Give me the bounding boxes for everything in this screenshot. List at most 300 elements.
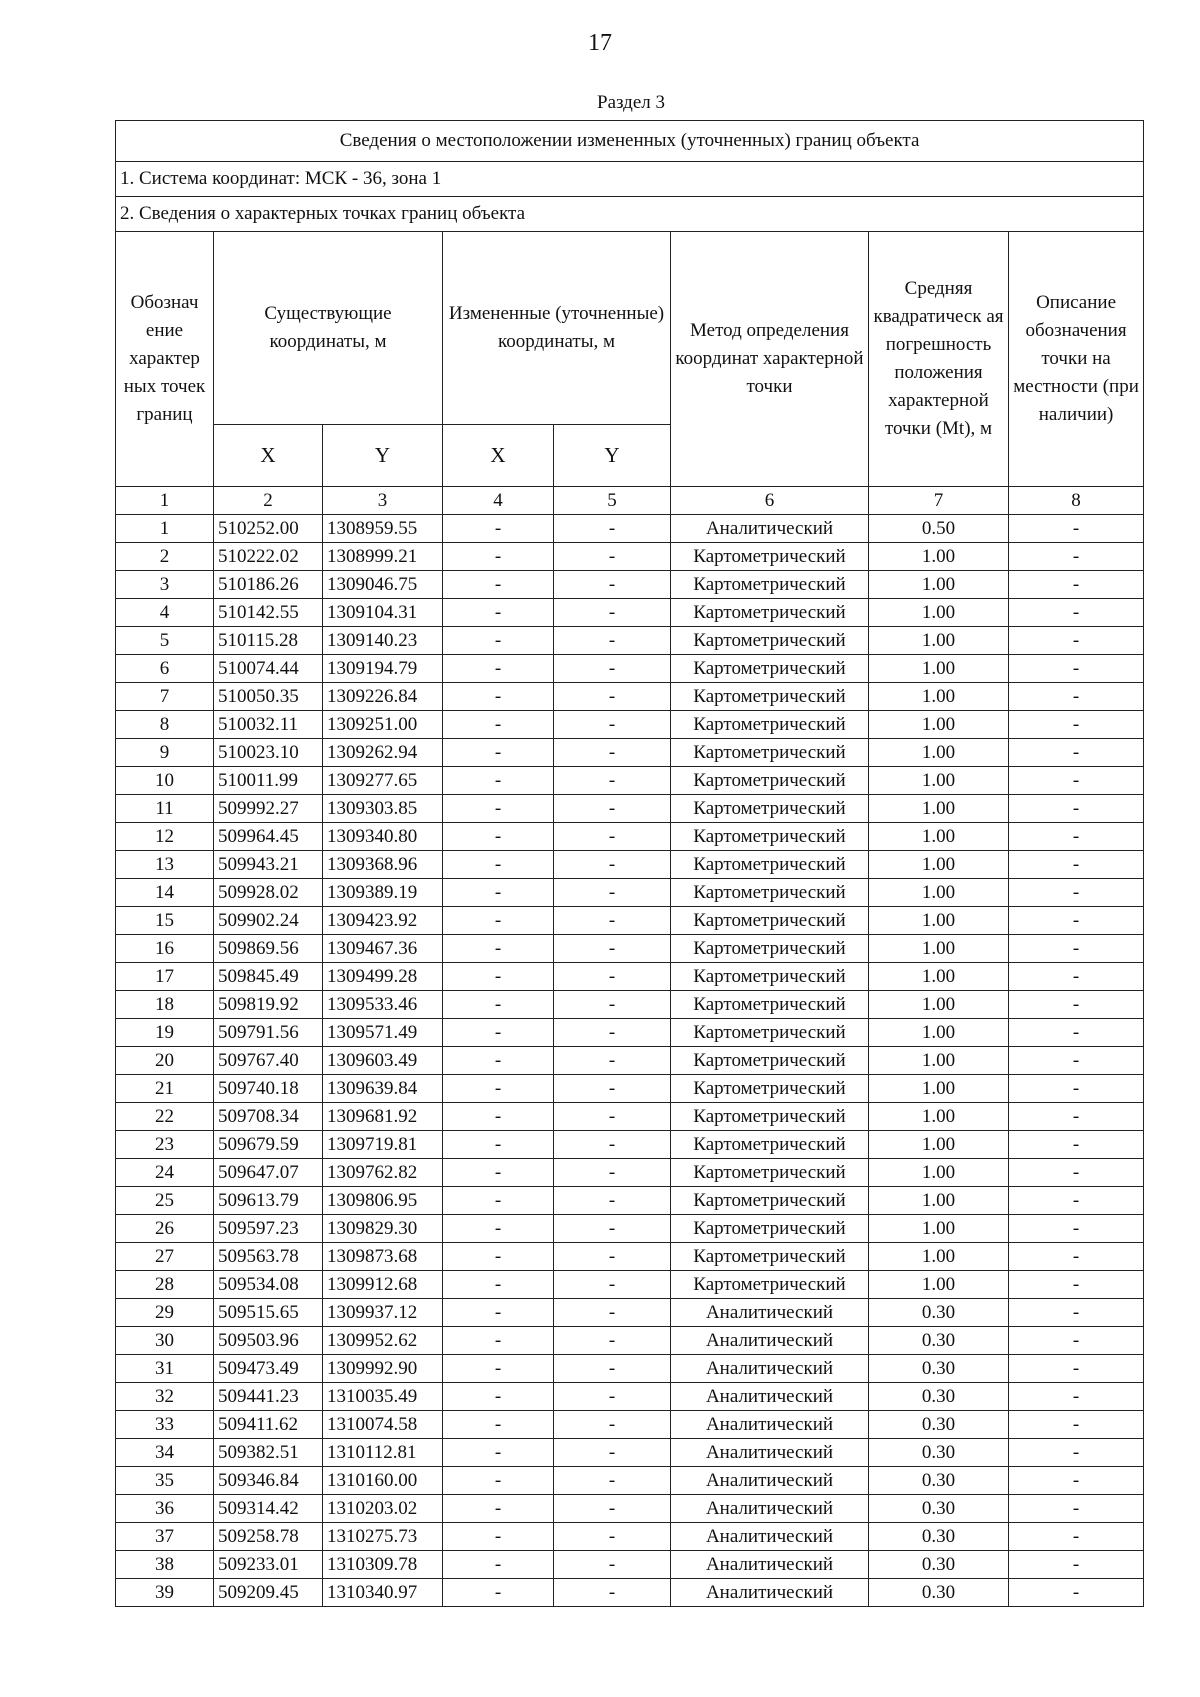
accuracy-cell: 0.30 — [869, 1495, 1009, 1523]
changed-y-cell: - — [554, 1047, 671, 1075]
point-number-cell: 36 — [116, 1495, 214, 1523]
changed-y-cell: - — [554, 1187, 671, 1215]
table-row — [116, 1159, 1144, 1187]
existing-x-cell: 509473.49 — [214, 1355, 323, 1383]
table-row — [116, 767, 1144, 795]
table-row — [116, 879, 1144, 907]
changed-y-cell: - — [554, 627, 671, 655]
point-number-cell: 31 — [116, 1355, 214, 1383]
point-number-cell: 25 — [116, 1187, 214, 1215]
header-changed-x: X — [443, 425, 554, 487]
table-row — [116, 823, 1144, 851]
changed-x-cell: - — [443, 1187, 554, 1215]
point-number-cell: 15 — [116, 907, 214, 935]
changed-y-cell: - — [554, 1299, 671, 1327]
changed-x-cell: - — [443, 739, 554, 767]
changed-x-cell: - — [443, 599, 554, 627]
table-row — [116, 1103, 1144, 1131]
changed-x-cell: - — [443, 571, 554, 599]
changed-y-cell: - — [554, 795, 671, 823]
table-row — [116, 1523, 1144, 1551]
accuracy-cell: 1.00 — [869, 1159, 1009, 1187]
existing-y-cell: 1309104.31 — [323, 599, 443, 627]
changed-y-cell: - — [554, 1019, 671, 1047]
method-cell: Аналитический — [671, 1523, 869, 1551]
changed-x-cell: - — [443, 795, 554, 823]
accuracy-cell: 1.00 — [869, 1019, 1009, 1047]
description-cell: - — [1009, 1271, 1144, 1299]
existing-x-cell: 510074.44 — [214, 655, 323, 683]
table-row — [116, 1215, 1144, 1243]
existing-y-cell: 1309140.23 — [323, 627, 443, 655]
existing-y-cell: 1310340.97 — [323, 1579, 443, 1607]
point-number-cell: 38 — [116, 1551, 214, 1579]
description-cell: - — [1009, 739, 1144, 767]
header-existing-coordinates: Существующие координаты, м — [214, 232, 443, 425]
existing-y-cell: 1309603.49 — [323, 1047, 443, 1075]
changed-x-cell: - — [443, 1271, 554, 1299]
method-cell: Картометрический — [671, 879, 869, 907]
description-cell: - — [1009, 1327, 1144, 1355]
existing-y-cell: 1309368.96 — [323, 851, 443, 879]
changed-y-cell: - — [554, 963, 671, 991]
changed-x-cell: - — [443, 1551, 554, 1579]
table-title: Сведения о местоположении измененных (уточненных) границ объекта — [116, 121, 1144, 162]
existing-x-cell: 510050.35 — [214, 683, 323, 711]
existing-x-cell: 509928.02 — [214, 879, 323, 907]
existing-y-cell: 1309571.49 — [323, 1019, 443, 1047]
table-row — [116, 1495, 1144, 1523]
changed-y-cell: - — [554, 1495, 671, 1523]
point-number-cell: 2 — [116, 543, 214, 571]
changed-x-cell: - — [443, 1075, 554, 1103]
description-cell: - — [1009, 683, 1144, 711]
changed-x-cell: - — [443, 1243, 554, 1271]
table-row — [116, 1271, 1144, 1299]
method-cell: Картометрический — [671, 991, 869, 1019]
changed-y-cell: - — [554, 571, 671, 599]
existing-y-cell: 1309262.94 — [323, 739, 443, 767]
point-number-cell: 17 — [116, 963, 214, 991]
existing-x-cell: 510011.99 — [214, 767, 323, 795]
accuracy-cell: 1.00 — [869, 1131, 1009, 1159]
column-number: 4 — [443, 487, 554, 515]
existing-y-cell: 1309806.95 — [323, 1187, 443, 1215]
existing-x-cell: 509679.59 — [214, 1131, 323, 1159]
changed-y-cell: - — [554, 1327, 671, 1355]
existing-y-cell: 1309277.65 — [323, 767, 443, 795]
header-changed-y: Y — [554, 425, 671, 487]
table-row — [116, 739, 1144, 767]
point-number-cell: 37 — [116, 1523, 214, 1551]
point-number-cell: 8 — [116, 711, 214, 739]
method-cell: Картометрический — [671, 795, 869, 823]
existing-y-cell: 1309762.82 — [323, 1159, 443, 1187]
point-number-cell: 35 — [116, 1467, 214, 1495]
method-cell: Аналитический — [671, 1355, 869, 1383]
existing-x-cell: 509346.84 — [214, 1467, 323, 1495]
existing-x-cell: 509441.23 — [214, 1383, 323, 1411]
accuracy-cell: 1.00 — [869, 739, 1009, 767]
changed-x-cell: - — [443, 991, 554, 1019]
existing-x-cell: 509613.79 — [214, 1187, 323, 1215]
column-number-row — [116, 487, 1144, 515]
table-row — [116, 1075, 1144, 1103]
accuracy-cell: 1.00 — [869, 571, 1009, 599]
boundary-points-table — [115, 120, 1144, 1607]
table-row — [116, 1411, 1144, 1439]
existing-y-cell: 1309499.28 — [323, 963, 443, 991]
existing-y-cell: 1309533.46 — [323, 991, 443, 1019]
accuracy-cell: 1.00 — [869, 991, 1009, 1019]
changed-x-cell: - — [443, 1299, 554, 1327]
table-row — [116, 627, 1144, 655]
accuracy-cell: 1.00 — [869, 907, 1009, 935]
changed-x-cell: - — [443, 627, 554, 655]
description-cell: - — [1009, 795, 1144, 823]
accuracy-cell: 1.00 — [869, 1271, 1009, 1299]
accuracy-cell: 1.00 — [869, 655, 1009, 683]
points-info-line: 2. Сведения о характерных точках границ объекта — [116, 197, 1144, 232]
header-changed-coordinates: Измененные (уточненные) координаты, м — [443, 232, 671, 425]
point-number-cell: 19 — [116, 1019, 214, 1047]
changed-x-cell: - — [443, 1467, 554, 1495]
method-cell: Картометрический — [671, 711, 869, 739]
point-number-cell: 32 — [116, 1383, 214, 1411]
accuracy-cell: 1.00 — [869, 1075, 1009, 1103]
column-number: 2 — [214, 487, 323, 515]
method-cell: Аналитический — [671, 1579, 869, 1607]
point-number-cell: 13 — [116, 851, 214, 879]
changed-y-cell: - — [554, 655, 671, 683]
existing-x-cell: 509819.92 — [214, 991, 323, 1019]
accuracy-cell: 1.00 — [869, 935, 1009, 963]
column-number: 1 — [116, 487, 214, 515]
table-row — [116, 1355, 1144, 1383]
method-cell: Картометрический — [671, 1075, 869, 1103]
changed-y-cell: - — [554, 907, 671, 935]
changed-y-cell: - — [554, 1439, 671, 1467]
accuracy-cell: 1.00 — [869, 627, 1009, 655]
changed-x-cell: - — [443, 1019, 554, 1047]
existing-y-cell: 1310309.78 — [323, 1551, 443, 1579]
existing-x-cell: 510142.55 — [214, 599, 323, 627]
accuracy-cell: 0.30 — [869, 1579, 1009, 1607]
existing-y-cell: 1309829.30 — [323, 1215, 443, 1243]
existing-y-cell: 1308959.55 — [323, 515, 443, 543]
method-cell: Картометрический — [671, 767, 869, 795]
changed-x-cell: - — [443, 1523, 554, 1551]
point-number-cell: 29 — [116, 1299, 214, 1327]
existing-x-cell: 509209.45 — [214, 1579, 323, 1607]
existing-y-cell: 1310275.73 — [323, 1523, 443, 1551]
changed-x-cell: - — [443, 1411, 554, 1439]
header-method: Метод определения координат характерной точки — [671, 232, 869, 487]
changed-y-cell: - — [554, 823, 671, 851]
description-cell: - — [1009, 1467, 1144, 1495]
changed-x-cell: - — [443, 543, 554, 571]
existing-y-cell: 1309251.00 — [323, 711, 443, 739]
accuracy-cell: 1.00 — [869, 823, 1009, 851]
point-number-cell: 24 — [116, 1159, 214, 1187]
description-cell: - — [1009, 1075, 1144, 1103]
changed-y-cell: - — [554, 1355, 671, 1383]
method-cell: Картометрический — [671, 571, 869, 599]
accuracy-cell: 1.00 — [869, 963, 1009, 991]
method-cell: Картометрический — [671, 935, 869, 963]
existing-y-cell: 1309467.36 — [323, 935, 443, 963]
existing-x-cell: 509382.51 — [214, 1439, 323, 1467]
existing-y-cell: 1309340.80 — [323, 823, 443, 851]
point-number-cell: 11 — [116, 795, 214, 823]
point-number-cell: 22 — [116, 1103, 214, 1131]
method-cell: Аналитический — [671, 1327, 869, 1355]
point-number-cell: 1 — [116, 515, 214, 543]
description-cell: - — [1009, 543, 1144, 571]
accuracy-cell: 1.00 — [869, 683, 1009, 711]
changed-x-cell: - — [443, 823, 554, 851]
changed-y-cell: - — [554, 767, 671, 795]
page-number: 17 — [588, 30, 612, 56]
existing-y-cell: 1309303.85 — [323, 795, 443, 823]
accuracy-cell: 0.30 — [869, 1551, 1009, 1579]
table-row — [116, 571, 1144, 599]
description-cell: - — [1009, 1047, 1144, 1075]
point-number-cell: 6 — [116, 655, 214, 683]
method-cell: Картометрический — [671, 1187, 869, 1215]
changed-y-cell: - — [554, 1075, 671, 1103]
section-title: Раздел 3 — [597, 92, 665, 113]
column-number: 8 — [1009, 487, 1144, 515]
accuracy-cell: 0.30 — [869, 1467, 1009, 1495]
method-cell: Картометрический — [671, 1271, 869, 1299]
existing-x-cell: 509708.34 — [214, 1103, 323, 1131]
existing-x-cell: 509964.45 — [214, 823, 323, 851]
point-number-cell: 4 — [116, 599, 214, 627]
point-number-cell: 21 — [116, 1075, 214, 1103]
table-row — [116, 851, 1144, 879]
table-row — [116, 683, 1144, 711]
table-row — [116, 991, 1144, 1019]
changed-x-cell: - — [443, 851, 554, 879]
existing-y-cell: 1309423.92 — [323, 907, 443, 935]
point-number-cell: 12 — [116, 823, 214, 851]
description-cell: - — [1009, 599, 1144, 627]
description-cell: - — [1009, 1551, 1144, 1579]
existing-x-cell: 509845.49 — [214, 963, 323, 991]
description-cell: - — [1009, 1411, 1144, 1439]
existing-y-cell: 1309912.68 — [323, 1271, 443, 1299]
table-row — [116, 599, 1144, 627]
method-cell: Аналитический — [671, 1383, 869, 1411]
existing-y-cell: 1309389.19 — [323, 879, 443, 907]
existing-x-cell: 509411.62 — [214, 1411, 323, 1439]
existing-x-cell: 510115.28 — [214, 627, 323, 655]
existing-x-cell: 509258.78 — [214, 1523, 323, 1551]
table-row — [116, 711, 1144, 739]
changed-y-cell: - — [554, 515, 671, 543]
point-number-cell: 20 — [116, 1047, 214, 1075]
existing-x-cell: 509647.07 — [214, 1159, 323, 1187]
table-row — [116, 1327, 1144, 1355]
method-cell: Картометрический — [671, 1103, 869, 1131]
changed-x-cell: - — [443, 1495, 554, 1523]
method-cell: Аналитический — [671, 1495, 869, 1523]
existing-y-cell: 1310160.00 — [323, 1467, 443, 1495]
accuracy-cell: 1.00 — [869, 851, 1009, 879]
changed-y-cell: - — [554, 711, 671, 739]
method-cell: Картометрический — [671, 1019, 869, 1047]
existing-y-cell: 1309873.68 — [323, 1243, 443, 1271]
table-row — [116, 1187, 1144, 1215]
changed-x-cell: - — [443, 1327, 554, 1355]
existing-y-cell: 1308999.21 — [323, 543, 443, 571]
existing-x-cell: 510023.10 — [214, 739, 323, 767]
method-cell: Аналитический — [671, 1299, 869, 1327]
existing-y-cell: 1310112.81 — [323, 1439, 443, 1467]
description-cell: - — [1009, 515, 1144, 543]
description-cell: - — [1009, 963, 1144, 991]
point-number-cell: 10 — [116, 767, 214, 795]
point-number-cell: 18 — [116, 991, 214, 1019]
existing-y-cell: 1309952.62 — [323, 1327, 443, 1355]
existing-x-cell: 509992.27 — [214, 795, 323, 823]
table-row — [116, 655, 1144, 683]
existing-y-cell: 1309719.81 — [323, 1131, 443, 1159]
changed-y-cell: - — [554, 991, 671, 1019]
changed-x-cell: - — [443, 935, 554, 963]
existing-x-cell: 510186.26 — [214, 571, 323, 599]
accuracy-cell: 1.00 — [869, 711, 1009, 739]
changed-y-cell: - — [554, 1523, 671, 1551]
existing-y-cell: 1309992.90 — [323, 1355, 443, 1383]
point-number-cell: 7 — [116, 683, 214, 711]
description-cell: - — [1009, 1187, 1144, 1215]
changed-x-cell: - — [443, 907, 554, 935]
description-cell: - — [1009, 879, 1144, 907]
point-number-cell: 26 — [116, 1215, 214, 1243]
description-cell: - — [1009, 1439, 1144, 1467]
table-row — [116, 1579, 1144, 1607]
accuracy-cell: 0.30 — [869, 1523, 1009, 1551]
changed-y-cell: - — [554, 1271, 671, 1299]
existing-y-cell: 1309937.12 — [323, 1299, 443, 1327]
description-cell: - — [1009, 991, 1144, 1019]
existing-x-cell: 509597.23 — [214, 1215, 323, 1243]
method-cell: Картометрический — [671, 739, 869, 767]
method-cell: Картометрический — [671, 851, 869, 879]
changed-x-cell: - — [443, 1159, 554, 1187]
accuracy-cell: 1.00 — [869, 1103, 1009, 1131]
point-number-cell: 34 — [116, 1439, 214, 1467]
existing-x-cell: 509767.40 — [214, 1047, 323, 1075]
accuracy-cell: 0.30 — [869, 1355, 1009, 1383]
description-cell: - — [1009, 1579, 1144, 1607]
method-cell: Картометрический — [671, 1243, 869, 1271]
point-number-cell: 33 — [116, 1411, 214, 1439]
column-number: 5 — [554, 487, 671, 515]
point-number-cell: 30 — [116, 1327, 214, 1355]
header-point-designation: Обознач ение характер ных точек границ — [116, 232, 214, 487]
changed-x-cell: - — [443, 711, 554, 739]
header-existing-x: X — [214, 425, 323, 487]
method-cell: Картометрический — [671, 823, 869, 851]
method-cell: Картометрический — [671, 655, 869, 683]
column-number: 6 — [671, 487, 869, 515]
description-cell: - — [1009, 627, 1144, 655]
accuracy-cell: 0.30 — [869, 1299, 1009, 1327]
changed-y-cell: - — [554, 599, 671, 627]
existing-x-cell: 509740.18 — [214, 1075, 323, 1103]
accuracy-cell: 0.50 — [869, 515, 1009, 543]
existing-y-cell: 1309194.79 — [323, 655, 443, 683]
changed-x-cell: - — [443, 1047, 554, 1075]
table-row — [116, 1439, 1144, 1467]
accuracy-cell: 0.30 — [869, 1411, 1009, 1439]
method-cell: Картометрический — [671, 963, 869, 991]
table-row — [116, 1019, 1144, 1047]
changed-x-cell: - — [443, 655, 554, 683]
changed-y-cell: - — [554, 1383, 671, 1411]
existing-y-cell: 1310035.49 — [323, 1383, 443, 1411]
accuracy-cell: 1.00 — [869, 1215, 1009, 1243]
changed-y-cell: - — [554, 1579, 671, 1607]
table-body — [116, 515, 1144, 1607]
description-cell: - — [1009, 1103, 1144, 1131]
point-number-cell: 9 — [116, 739, 214, 767]
method-cell: Аналитический — [671, 1439, 869, 1467]
changed-y-cell: - — [554, 1243, 671, 1271]
table-row — [116, 1467, 1144, 1495]
changed-y-cell: - — [554, 683, 671, 711]
changed-x-cell: - — [443, 879, 554, 907]
method-cell: Аналитический — [671, 1411, 869, 1439]
existing-x-cell: 510252.00 — [214, 515, 323, 543]
point-number-cell: 14 — [116, 879, 214, 907]
existing-x-cell: 509943.21 — [214, 851, 323, 879]
table-row — [116, 1299, 1144, 1327]
existing-y-cell: 1309639.84 — [323, 1075, 443, 1103]
existing-x-cell: 509503.96 — [214, 1327, 323, 1355]
table-row — [116, 935, 1144, 963]
description-cell: - — [1009, 1131, 1144, 1159]
header-accuracy: Средняя квадратическ ая погрешность положения характерной точки (Mt), м — [869, 232, 1009, 487]
table-row — [116, 515, 1144, 543]
table-row — [116, 963, 1144, 991]
method-cell: Картометрический — [671, 543, 869, 571]
changed-x-cell: - — [443, 767, 554, 795]
existing-x-cell: 509791.56 — [214, 1019, 323, 1047]
existing-x-cell: 509534.08 — [214, 1271, 323, 1299]
description-cell: - — [1009, 1495, 1144, 1523]
accuracy-cell: 1.00 — [869, 1243, 1009, 1271]
changed-x-cell: - — [443, 1131, 554, 1159]
method-cell: Картометрический — [671, 907, 869, 935]
table-row — [116, 795, 1144, 823]
changed-x-cell: - — [443, 1579, 554, 1607]
column-number: 7 — [869, 487, 1009, 515]
accuracy-cell: 0.30 — [869, 1383, 1009, 1411]
accuracy-cell: 1.00 — [869, 767, 1009, 795]
existing-x-cell: 509233.01 — [214, 1551, 323, 1579]
description-cell: - — [1009, 1019, 1144, 1047]
table-row — [116, 1243, 1144, 1271]
point-number-cell: 5 — [116, 627, 214, 655]
description-cell: - — [1009, 767, 1144, 795]
existing-y-cell: 1309046.75 — [323, 571, 443, 599]
changed-y-cell: - — [554, 935, 671, 963]
description-cell: - — [1009, 655, 1144, 683]
